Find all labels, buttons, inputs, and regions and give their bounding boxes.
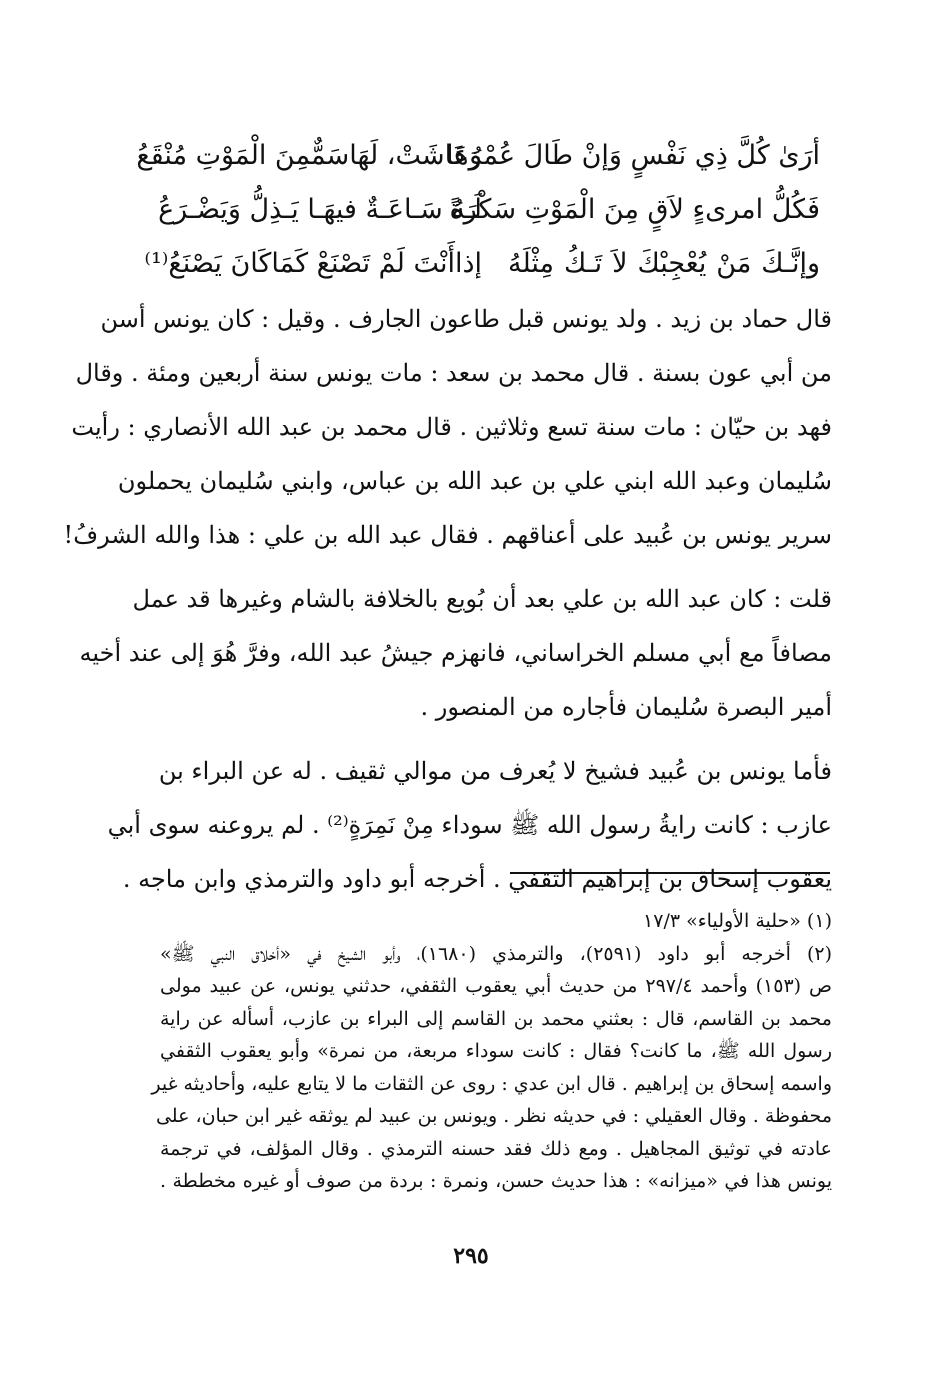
footnote-separator <box>510 872 830 874</box>
text-line: مصافاً مع أبي مسلم الخراساني، فانهزم جيشُ عبد الله، وفرَّ هُوَ إلى عند أخيه <box>79 639 832 667</box>
verse-second-hemistich: وَعَاشَتْ، لَهَاسَمٌّمِنَ الْمَوْتِ مُنْقَعُ <box>136 139 482 171</box>
paragraph-hammad <box>63 292 832 562</box>
verse-first-hemistich: أرَىٰ كُلَّ ذِي نَفْسٍ وَإنْ طَالَ عُمْرُهَا <box>445 139 820 171</box>
text-line: سُليمان وعبد الله ابني علي بن عبد الله بن عباس، وابني سُليمان يحملون <box>117 467 832 495</box>
text-line: يعقوب إسحاق بن إبراهيم الثقفي . أخرجه أبو داود والترمذي وابن ماجه . <box>122 865 832 893</box>
text-line: سرير يونس بن عُبيد على أعناقهم . فقال عبد الله بن علي : هذا والله الشرفُ! <box>63 521 832 549</box>
verse-second-hemistich: إذاأَنْتَ لَمْ تَصْنَعْ كَمَاكَانَ يَصْنَعُ⁽¹⁾ <box>144 247 482 279</box>
text-line: قلت : كان عبد الله بن علي بعد أن بُويع بالخلافة بالشام وغيرها قد عمل <box>132 585 832 613</box>
poem-verse <box>136 128 820 182</box>
page-number: ٢٩٥ <box>453 1243 489 1269</box>
text-line: قال حماد بن زيد . ولد يونس قبل طاعون الجارف . وقيل : كان يونس أسن <box>100 305 832 333</box>
text-line: عازب : كانت رايةُ رسول الله ﷺ سوداء مِنْ نَمِرَةٍ⁽²⁾ . لم يروعنه سوى أبي <box>107 811 832 839</box>
text-line: أمير البصرة سُليمان فأجاره من المنصور . <box>420 693 832 721</box>
footnote-line: (١) «حلية الأولياء» ١٧/٣ <box>643 910 832 932</box>
poem <box>136 128 820 290</box>
verse-first-hemistich: وإنَّـكَ مَنْ يُعْجِبْكَ لاَ تَـكُ مِثْلَهُ <box>508 247 820 279</box>
paragraph-qultu <box>79 572 832 734</box>
footnote-line: واسمه إسحاق بن إبراهيم . قال ابن عدي : روى عن الثقات ما لا يتابع عليه، وأحاديثه غير <box>151 1072 832 1095</box>
footnote-line: رسول الله ﷺ، ما كانت؟ فقال : كانت سوداء مربعة، من نمرة» وأبو يعقوب الثقفي <box>160 1040 832 1062</box>
footnote-line: ص (١٥٣) وأحمد ٢٩٧/٤ من حديث أبي يعقوب الثقفي، حدثني يونس، عن عبيد مولى <box>160 975 832 997</box>
text-line: فأما يونس بن عُبيد فشيخ لا يُعرف من موالي ثقيف . له عن البراء بن <box>158 757 832 785</box>
verse-first-hemistich: فَكُلُّ امرىءٍ لاَقٍ مِنَ الْمَوْتِ سَكْرَةً <box>449 193 820 225</box>
footnote-line: عادته في توثيق المجاهيل . ومع ذلك فقد حسنه الترمذي . وقال المؤلف، في ترجمة <box>160 1137 832 1160</box>
footnote-line: محمد بن القاسم، قال : بعثني محمد بن القاسم إلى البراء بن عازب، أسأله عن راية <box>160 1007 832 1030</box>
text-line: من أبي عون بسنة . قال محمد بن سعد : مات يونس سنة أربعين ومئة . وقال <box>75 359 832 387</box>
poem-verse <box>144 236 820 290</box>
footnote-line: محفوظة . وقال العقيلي : في حديثه نظر . ويونس بن عبيد لم يوثقه غير ابن حبان، على <box>155 1105 832 1127</box>
footnote-line: يونس هذا في «ميزانه» : هذا حديث حسن، ونمرة : بردة من صوف أو غيره مخططة . <box>160 1170 832 1192</box>
text-line: فهد بن حيّان : مات سنة تسع وثلاثين . قال محمد بن عبد الله الأنصاري : رأيت <box>71 413 832 441</box>
paragraph-yunus <box>107 744 832 906</box>
body-text <box>63 292 832 916</box>
poem-verse <box>158 182 820 236</box>
verse-second-hemistich: لَـهُ سَـاعَـةٌ فيهَـا يَـذِلُّ وَيَضْـرَعُ <box>158 193 482 225</box>
footnotes <box>151 905 832 1198</box>
footnote-line: (٢) أخرجه أبو داود (٢٥٩١)، والترمذي (١٦٨٠)، وأبو الشيخ في «أخلاق النبي ﷺ» <box>160 942 832 965</box>
